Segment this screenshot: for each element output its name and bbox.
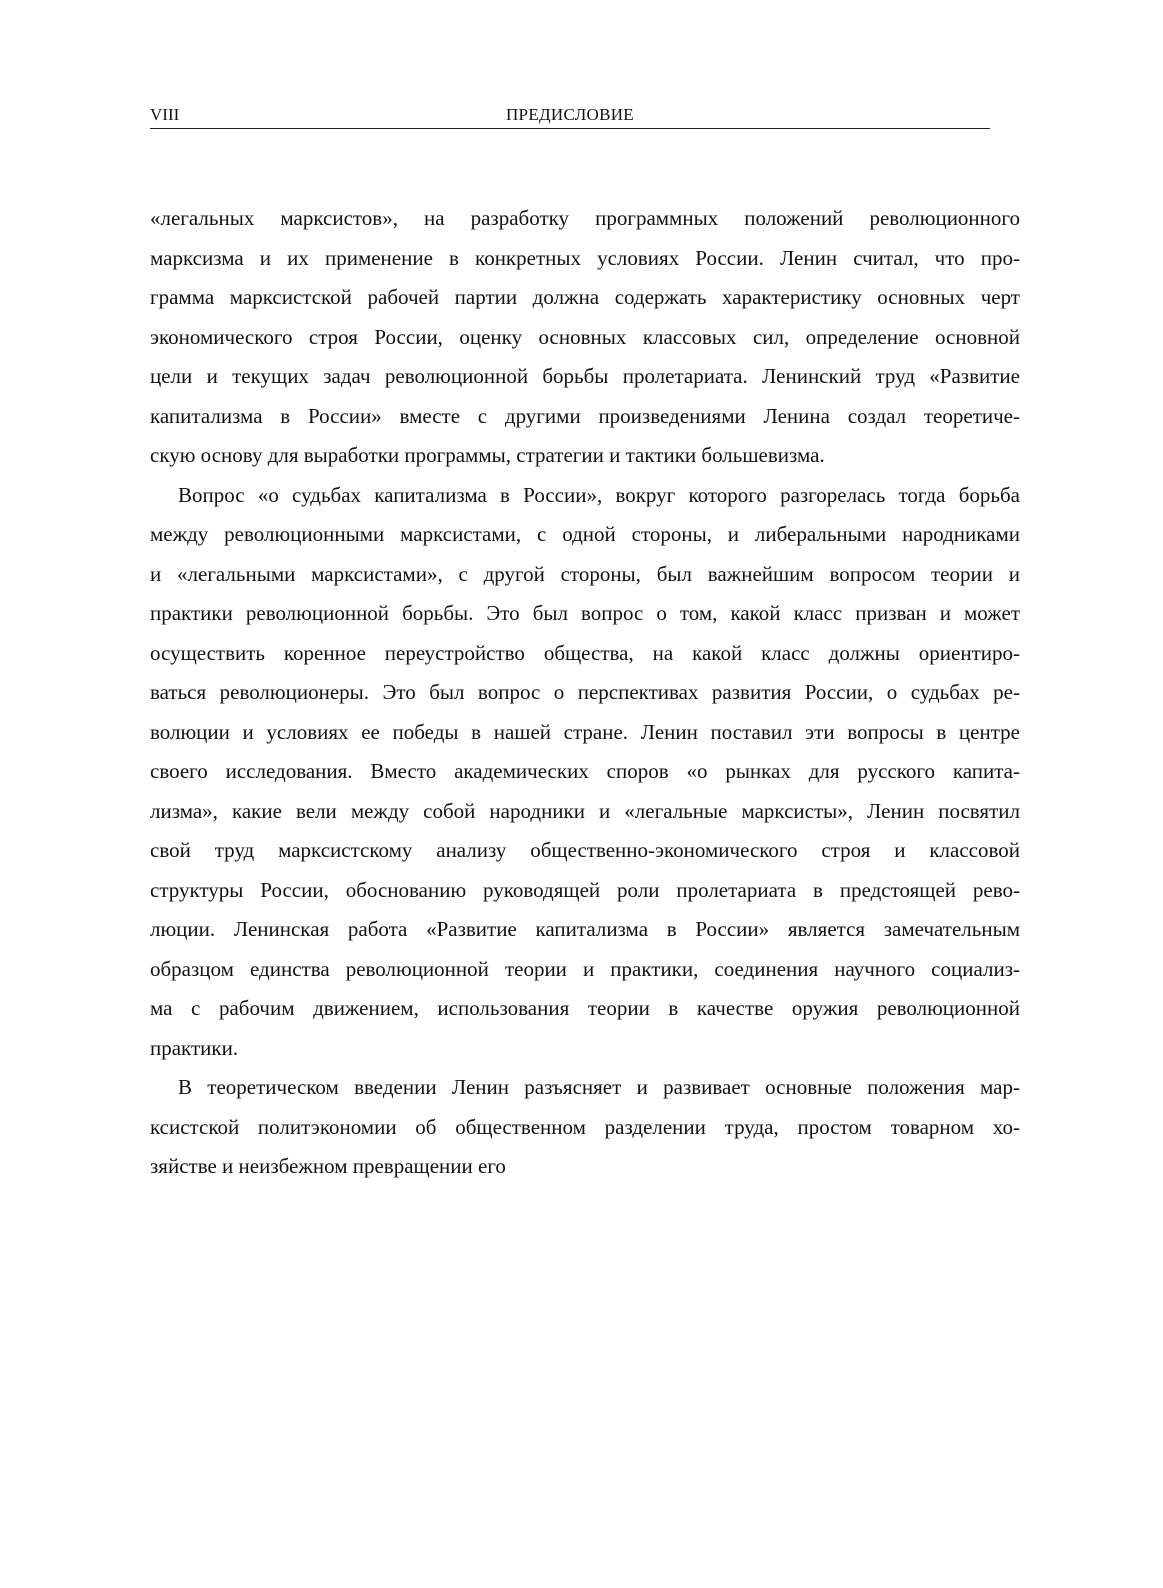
text-line: структуры России, обоснованию руководящей роли пролетариата в предстоящей рево- bbox=[150, 877, 1020, 902]
text-line: практики. bbox=[150, 1035, 239, 1060]
text-line: люции. Ленинская работа «Развитие капитализма в России» является замечательным bbox=[150, 917, 1020, 941]
text-line: свой труд марксистскому анализу общественно-экономического строя и классовой bbox=[150, 838, 1020, 862]
text-line: «легальных марксистов», на разработку программных положений революционного bbox=[150, 206, 1020, 230]
paragraph-1 bbox=[150, 199, 1020, 476]
running-head bbox=[150, 104, 990, 129]
body-text bbox=[150, 199, 1020, 1187]
page-number: VIII bbox=[150, 105, 180, 124]
text-line: скую основу для выработки программы, стратегии и тактики большевизма. bbox=[150, 443, 825, 467]
text-line: между революционными марксистами, с одной стороны, и либеральными народниками bbox=[150, 522, 1020, 546]
text-line: В теоретическом введении Ленин разъясняет и развивает основные положения мар- bbox=[178, 1075, 1020, 1099]
text-line: осуществить коренное переустройство общества, на какой класс должны ориентиро- bbox=[150, 640, 1020, 665]
text-line: экономического строя России, оценку основных классовых сил, определение основной bbox=[150, 324, 1020, 349]
text-line: зяйстве и неизбежном превращении его bbox=[150, 1154, 506, 1178]
text-line: ма с рабочим движением, использования теории в качестве оружия революционной bbox=[150, 996, 1020, 1020]
paragraph-3 bbox=[150, 1068, 1020, 1187]
text-line: Вопрос «о судьбах капитализма в России», вокруг которого разгорелась тогда борьба bbox=[178, 482, 1020, 507]
paragraph-2 bbox=[150, 476, 1020, 1069]
text-line: образцом единства революционной теории и практики, соединения научного социализ- bbox=[150, 956, 1020, 981]
text-line: своего исследования. Вместо академических споров «о рынках для русского капита- bbox=[150, 759, 1020, 783]
text-line: капитализма в России» вместе с другими произведениями Ленина создал теоретиче- bbox=[150, 403, 1020, 428]
text-line: лизма», какие вели между собой народники и «легальные марксисты», Ленин посвятил bbox=[150, 798, 1020, 823]
text-line: ксистской политэкономии об общественном разделении труда, простом товарном хо- bbox=[150, 1114, 1020, 1139]
text-line: волюции и условиях ее победы в нашей стране. Ленин поставил эти вопросы в центре bbox=[150, 719, 1020, 744]
header-title: ПРЕДИСЛОВИЕ bbox=[505, 105, 634, 124]
text-line: грамма марксистской рабочей партии должна содержать характеристику основных черт bbox=[150, 285, 1020, 309]
text-line: марксизма и их применение в конкретных условиях России. Ленин считал, что про- bbox=[150, 245, 1020, 270]
text-line: ваться революционеры. Это был вопрос о перспективах развития России, о судьбах ре- bbox=[150, 680, 1020, 704]
text-line: цели и текущих задач революционной борьбы пролетариата. Ленинский труд «Развитие bbox=[150, 364, 1020, 388]
text-line: и «легальными марксистами», с другой стороны, был важнейшим вопросом теории и bbox=[150, 561, 1020, 586]
text-line: практики революционной борьбы. Это был вопрос о том, какой класс призван и может bbox=[150, 601, 1020, 625]
